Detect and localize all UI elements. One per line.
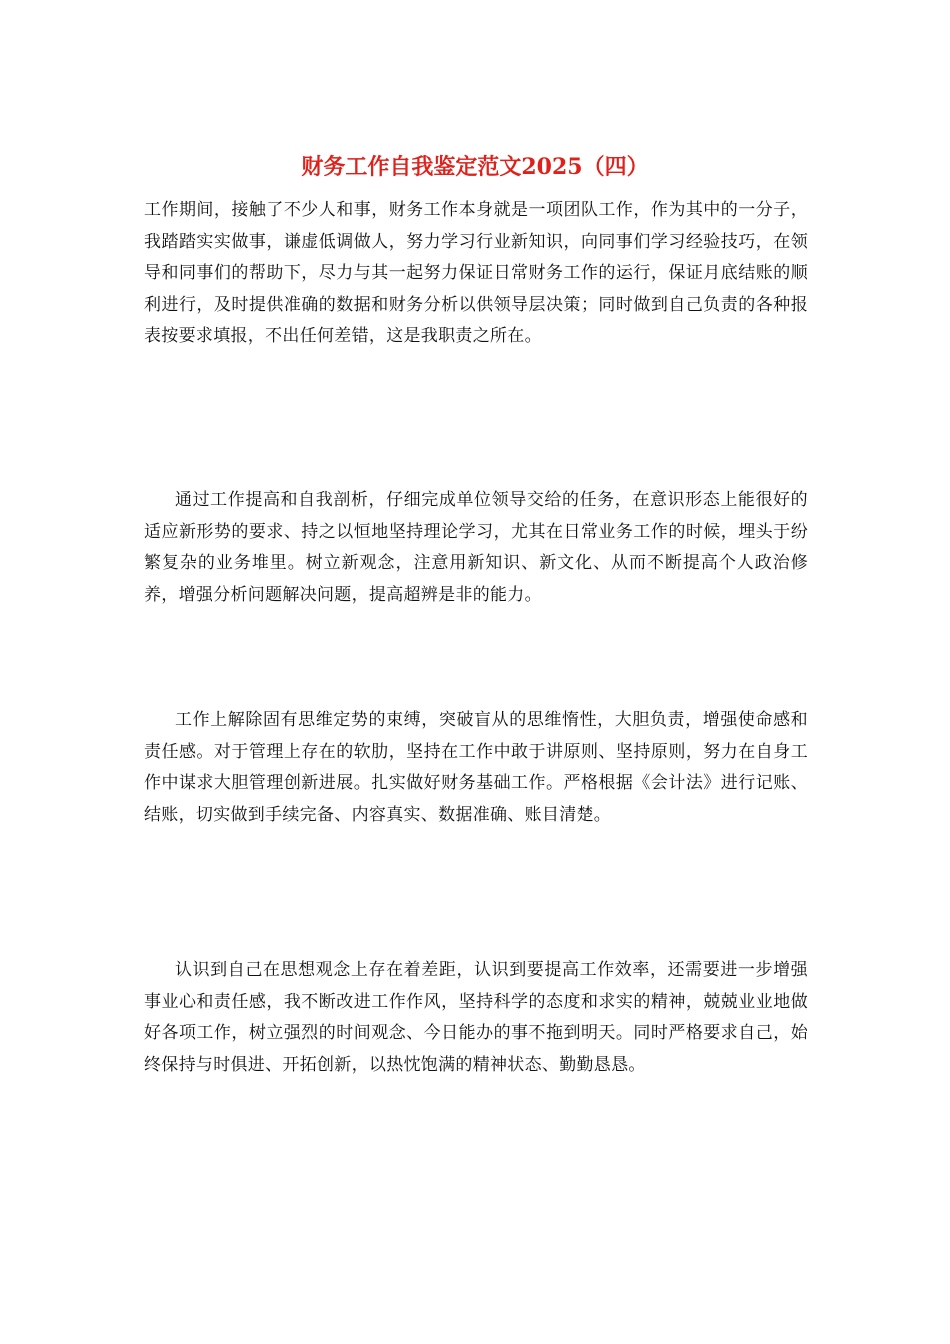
paragraph-1: 工作期间，接触了不少人和事，财务工作本身就是一项团队工作，作为其中的一分子，我踏踏实实做事，谦虚低调做人，努力学习行业新知识，向同事们学习经验技巧，在领导和同事们的帮助下，尽力与其一起努力保证日常财务工作的运行，保证月底结账的顺利进行，及时提供准确的数据和财务分析以供领导层决策；同时做到自己负责的各种报表按要求填报，不出任何差错，这是我职责之所在。: [144, 200, 808, 347]
paragraph-3: 工作上解除固有思维定势的束缚，突破盲从的思维惰性，大胆负责，增强使命感和责任感。对于管理上存在的软肋，坚持在工作中敢于讲原则、坚持原则，努力在自身工作中谋求大胆管理创新进展。扎实做好财务基础工作。严格根据《会计法》进行记账、结账，切实做到手续完备、内容真实、数据准确、账目清楚。: [144, 710, 808, 825]
paragraph-2: 通过工作提高和自我剖析，仔细完成单位领导交给的任务，在意识形态上能很好的适应新形势的要求、持之以恒地坚持理论学习，尤其在日常业务工作的时候，埋头于纷繁复杂的业务堆里。树立新观念，注意用新知识、新文化、从而不断提高个人政治修养，增强分析问题解决问题，提高超辨是非的能力。: [144, 490, 808, 605]
document-title: 财务工作自我鉴定范文2025（四）: [301, 154, 649, 180]
paragraph-4: 认识到自己在思想观念上存在着差距，认识到要提高工作效率，还需要进一步增强事业心和责任感，我不断改进工作作风，坚持科学的态度和求实的精神，兢兢业业地做好各项工作，树立强烈的时间观念、今日能办的事不拖到明天。同时严格要求自己，始终保持与时俱进、开拓创新，以热忱饱满的精神状态、勤勤恳恳。: [144, 960, 808, 1075]
